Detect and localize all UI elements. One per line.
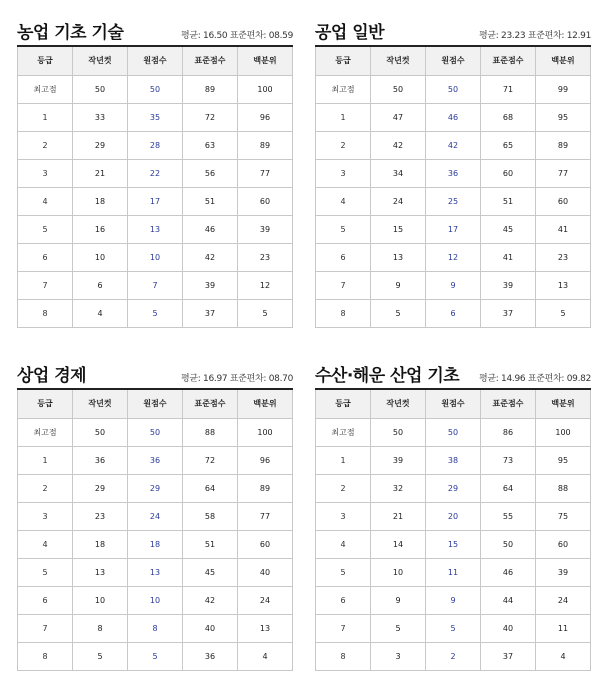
cell-standard-score: 41 xyxy=(481,243,536,271)
cell-last-year-cut: 4 xyxy=(73,299,128,327)
cell-grade: 8 xyxy=(18,299,73,327)
cell-grade: 최고점 xyxy=(316,418,371,446)
table-row xyxy=(316,75,591,103)
cell-last-year-cut: 23 xyxy=(73,502,128,530)
cell-raw-score: 36 xyxy=(426,159,481,187)
cell-standard-score: 51 xyxy=(481,187,536,215)
cell-raw-score: 20 xyxy=(426,502,481,530)
cell-last-year-cut: 5 xyxy=(371,614,426,642)
cell-grade: 1 xyxy=(18,446,73,474)
cell-last-year-cut: 5 xyxy=(371,299,426,327)
cell-percentile: 77 xyxy=(536,159,591,187)
cell-grade: 2 xyxy=(18,131,73,159)
cell-grade: 7 xyxy=(18,271,73,299)
cell-standard-score: 64 xyxy=(481,474,536,502)
cell-raw-score: 13 xyxy=(128,558,183,586)
table-header-row xyxy=(316,46,591,75)
cell-grade: 1 xyxy=(18,103,73,131)
cell-last-year-cut: 42 xyxy=(371,131,426,159)
table-row xyxy=(316,271,591,299)
cell-grade: 7 xyxy=(316,614,371,642)
cell-raw-score: 15 xyxy=(426,530,481,558)
cell-grade: 8 xyxy=(316,299,371,327)
cell-percentile: 13 xyxy=(536,271,591,299)
cell-standard-score: 37 xyxy=(481,642,536,670)
cell-grade: 1 xyxy=(316,103,371,131)
cell-grade: 3 xyxy=(18,502,73,530)
cell-last-year-cut: 13 xyxy=(371,243,426,271)
cell-raw-score: 6 xyxy=(426,299,481,327)
cell-last-year-cut: 21 xyxy=(73,159,128,187)
cell-grade: 4 xyxy=(18,187,73,215)
cell-percentile: 5 xyxy=(238,299,293,327)
cell-grade: 4 xyxy=(316,530,371,558)
cell-standard-score: 60 xyxy=(481,159,536,187)
cell-raw-score: 2 xyxy=(426,642,481,670)
table-row xyxy=(316,474,591,502)
table-row xyxy=(316,131,591,159)
section-agriculture xyxy=(17,15,293,328)
cell-standard-score: 44 xyxy=(481,586,536,614)
cell-last-year-cut: 18 xyxy=(73,187,128,215)
cell-standard-score: 40 xyxy=(481,614,536,642)
column-header-standard-score: 표준점수 xyxy=(183,46,238,75)
section-title: 공업 일반 xyxy=(315,23,385,43)
cell-percentile: 60 xyxy=(536,530,591,558)
column-header-grade: 등급 xyxy=(316,46,371,75)
cell-percentile: 24 xyxy=(536,586,591,614)
cell-last-year-cut: 5 xyxy=(73,642,128,670)
cell-last-year-cut: 9 xyxy=(371,586,426,614)
column-header-raw-score: 원점수 xyxy=(128,389,183,418)
column-header-raw-score: 원점수 xyxy=(128,46,183,75)
cell-last-year-cut: 50 xyxy=(371,418,426,446)
cell-raw-score: 35 xyxy=(128,103,183,131)
cell-standard-score: 42 xyxy=(183,586,238,614)
table-row xyxy=(316,558,591,586)
cell-raw-score: 8 xyxy=(128,614,183,642)
cell-raw-score: 50 xyxy=(426,418,481,446)
cell-raw-score: 9 xyxy=(426,586,481,614)
cell-percentile: 96 xyxy=(238,103,293,131)
cell-raw-score: 38 xyxy=(426,446,481,474)
cell-standard-score: 39 xyxy=(481,271,536,299)
cell-percentile: 39 xyxy=(536,558,591,586)
cell-percentile: 40 xyxy=(238,558,293,586)
cell-percentile: 95 xyxy=(536,446,591,474)
section-title: 농업 기초 기술 xyxy=(17,23,124,43)
cell-grade: 6 xyxy=(316,586,371,614)
table-header-row xyxy=(18,46,293,75)
cell-standard-score: 55 xyxy=(481,502,536,530)
mean-stddev-stats: 평균: 16.50 표준편차: 08.59 xyxy=(180,31,293,41)
table-row xyxy=(18,187,293,215)
cell-percentile: 39 xyxy=(238,215,293,243)
cell-standard-score: 63 xyxy=(183,131,238,159)
cell-standard-score: 73 xyxy=(481,446,536,474)
cell-standard-score: 39 xyxy=(183,271,238,299)
section-title: 수산·해운 산업 기초 xyxy=(315,366,460,386)
column-header-last-year-cut: 작년컷 xyxy=(73,389,128,418)
column-header-last-year-cut: 작년컷 xyxy=(73,46,128,75)
table-row xyxy=(316,446,591,474)
section-fisheries xyxy=(315,358,591,671)
cell-standard-score: 50 xyxy=(481,530,536,558)
table-row xyxy=(18,131,293,159)
grade-cut-table xyxy=(315,45,591,328)
cell-last-year-cut: 3 xyxy=(371,642,426,670)
cell-percentile: 60 xyxy=(536,187,591,215)
cell-standard-score: 72 xyxy=(183,446,238,474)
cell-percentile: 24 xyxy=(238,586,293,614)
cell-percentile: 12 xyxy=(238,271,293,299)
grade-cut-table xyxy=(17,388,293,671)
cell-grade: 4 xyxy=(18,530,73,558)
cell-standard-score: 45 xyxy=(183,558,238,586)
section-header xyxy=(17,15,293,45)
cell-raw-score: 17 xyxy=(128,187,183,215)
table-row xyxy=(316,614,591,642)
cell-raw-score: 18 xyxy=(128,530,183,558)
table-row xyxy=(18,558,293,586)
cell-raw-score: 50 xyxy=(426,75,481,103)
cell-last-year-cut: 10 xyxy=(371,558,426,586)
cell-percentile: 96 xyxy=(238,446,293,474)
cell-grade: 6 xyxy=(18,243,73,271)
table-row xyxy=(18,502,293,530)
column-header-percentile: 백분위 xyxy=(238,389,293,418)
cell-last-year-cut: 39 xyxy=(371,446,426,474)
table-row xyxy=(18,474,293,502)
cell-percentile: 100 xyxy=(238,418,293,446)
column-header-last-year-cut: 작년컷 xyxy=(371,389,426,418)
cell-last-year-cut: 50 xyxy=(371,75,426,103)
cell-last-year-cut: 50 xyxy=(73,418,128,446)
section-header xyxy=(17,358,293,388)
cell-grade: 최고점 xyxy=(18,75,73,103)
cell-raw-score: 25 xyxy=(426,187,481,215)
cell-percentile: 100 xyxy=(536,418,591,446)
mean-stddev-stats: 평균: 16.97 표준편차: 08.70 xyxy=(180,374,293,384)
table-row xyxy=(18,159,293,187)
cell-grade: 2 xyxy=(18,474,73,502)
cell-last-year-cut: 9 xyxy=(371,271,426,299)
table-row xyxy=(316,187,591,215)
cell-percentile: 60 xyxy=(238,187,293,215)
cell-last-year-cut: 32 xyxy=(371,474,426,502)
cell-grade: 7 xyxy=(316,271,371,299)
cell-percentile: 11 xyxy=(536,614,591,642)
cell-raw-score: 5 xyxy=(128,642,183,670)
cell-grade: 최고점 xyxy=(316,75,371,103)
section-header xyxy=(315,15,591,45)
cell-raw-score: 29 xyxy=(128,474,183,502)
cell-grade: 2 xyxy=(316,131,371,159)
column-header-grade: 등급 xyxy=(18,389,73,418)
cell-standard-score: 37 xyxy=(183,299,238,327)
cell-percentile: 89 xyxy=(238,131,293,159)
cell-standard-score: 71 xyxy=(481,75,536,103)
cell-grade: 8 xyxy=(316,642,371,670)
table-header-row xyxy=(316,389,591,418)
cell-percentile: 100 xyxy=(238,75,293,103)
cell-grade: 3 xyxy=(316,502,371,530)
table-row xyxy=(18,243,293,271)
table-row xyxy=(316,418,591,446)
cell-raw-score: 24 xyxy=(128,502,183,530)
cell-standard-score: 36 xyxy=(183,642,238,670)
table-row xyxy=(316,159,591,187)
column-header-standard-score: 표준점수 xyxy=(183,389,238,418)
cell-last-year-cut: 50 xyxy=(73,75,128,103)
cell-percentile: 89 xyxy=(238,474,293,502)
cell-standard-score: 51 xyxy=(183,187,238,215)
cell-percentile: 4 xyxy=(536,642,591,670)
cell-last-year-cut: 21 xyxy=(371,502,426,530)
column-header-standard-score: 표준점수 xyxy=(481,46,536,75)
table-row xyxy=(18,299,293,327)
cell-percentile: 23 xyxy=(238,243,293,271)
cell-grade: 1 xyxy=(316,446,371,474)
cell-raw-score: 7 xyxy=(128,271,183,299)
cell-standard-score: 46 xyxy=(183,215,238,243)
cell-percentile: 41 xyxy=(536,215,591,243)
cell-standard-score: 37 xyxy=(481,299,536,327)
cell-raw-score: 29 xyxy=(426,474,481,502)
cell-last-year-cut: 10 xyxy=(73,586,128,614)
column-header-standard-score: 표준점수 xyxy=(481,389,536,418)
cell-percentile: 95 xyxy=(536,103,591,131)
cell-grade: 5 xyxy=(316,558,371,586)
column-header-percentile: 백분위 xyxy=(536,46,591,75)
cell-raw-score: 28 xyxy=(128,131,183,159)
cell-standard-score: 64 xyxy=(183,474,238,502)
cell-raw-score: 10 xyxy=(128,243,183,271)
cell-standard-score: 56 xyxy=(183,159,238,187)
table-row xyxy=(18,103,293,131)
table-row xyxy=(18,75,293,103)
table-header-row xyxy=(18,389,293,418)
cell-grade: 7 xyxy=(18,614,73,642)
cell-raw-score: 9 xyxy=(426,271,481,299)
cell-standard-score: 40 xyxy=(183,614,238,642)
cell-percentile: 89 xyxy=(536,131,591,159)
cell-last-year-cut: 29 xyxy=(73,131,128,159)
cell-raw-score: 22 xyxy=(128,159,183,187)
cell-raw-score: 17 xyxy=(426,215,481,243)
table-row xyxy=(316,642,591,670)
cell-last-year-cut: 18 xyxy=(73,530,128,558)
cell-grade: 5 xyxy=(316,215,371,243)
cell-last-year-cut: 6 xyxy=(73,271,128,299)
cell-grade: 6 xyxy=(18,586,73,614)
table-row xyxy=(18,271,293,299)
cell-last-year-cut: 16 xyxy=(73,215,128,243)
table-row xyxy=(316,215,591,243)
cell-raw-score: 50 xyxy=(128,75,183,103)
cell-raw-score: 12 xyxy=(426,243,481,271)
column-header-grade: 등급 xyxy=(18,46,73,75)
cell-grade: 5 xyxy=(18,215,73,243)
table-row xyxy=(18,642,293,670)
cell-raw-score: 13 xyxy=(128,215,183,243)
cell-percentile: 5 xyxy=(536,299,591,327)
table-row xyxy=(18,614,293,642)
cell-last-year-cut: 36 xyxy=(73,446,128,474)
cell-raw-score: 46 xyxy=(426,103,481,131)
cell-grade: 8 xyxy=(18,642,73,670)
cell-percentile: 88 xyxy=(536,474,591,502)
column-header-raw-score: 원점수 xyxy=(426,46,481,75)
cell-standard-score: 65 xyxy=(481,131,536,159)
cell-standard-score: 68 xyxy=(481,103,536,131)
table-row xyxy=(18,530,293,558)
cell-last-year-cut: 15 xyxy=(371,215,426,243)
cell-percentile: 60 xyxy=(238,530,293,558)
section-commerce xyxy=(17,358,293,671)
table-row xyxy=(18,418,293,446)
table-row xyxy=(18,215,293,243)
grade-cut-table xyxy=(17,45,293,328)
table-row xyxy=(316,502,591,530)
cell-standard-score: 86 xyxy=(481,418,536,446)
cell-percentile: 4 xyxy=(238,642,293,670)
cell-last-year-cut: 14 xyxy=(371,530,426,558)
cell-raw-score: 50 xyxy=(128,418,183,446)
cell-standard-score: 88 xyxy=(183,418,238,446)
cell-standard-score: 58 xyxy=(183,502,238,530)
section-industry xyxy=(315,15,591,328)
cell-last-year-cut: 13 xyxy=(73,558,128,586)
cell-raw-score: 36 xyxy=(128,446,183,474)
cell-standard-score: 89 xyxy=(183,75,238,103)
grade-cut-table xyxy=(315,388,591,671)
cell-standard-score: 46 xyxy=(481,558,536,586)
cell-grade: 3 xyxy=(18,159,73,187)
table-row xyxy=(316,243,591,271)
cell-last-year-cut: 10 xyxy=(73,243,128,271)
cell-raw-score: 42 xyxy=(426,131,481,159)
column-header-percentile: 백분위 xyxy=(536,389,591,418)
cell-grade: 5 xyxy=(18,558,73,586)
section-header xyxy=(315,358,591,388)
cell-percentile: 77 xyxy=(238,159,293,187)
column-header-raw-score: 원점수 xyxy=(426,389,481,418)
table-row xyxy=(18,446,293,474)
cell-raw-score: 10 xyxy=(128,586,183,614)
cell-percentile: 77 xyxy=(238,502,293,530)
cell-standard-score: 45 xyxy=(481,215,536,243)
cell-grade: 6 xyxy=(316,243,371,271)
cell-percentile: 75 xyxy=(536,502,591,530)
cell-standard-score: 51 xyxy=(183,530,238,558)
mean-stddev-stats: 평균: 23.23 표준편차: 12.91 xyxy=(478,31,591,41)
cell-grade: 3 xyxy=(316,159,371,187)
cell-grade: 최고점 xyxy=(18,418,73,446)
table-row xyxy=(316,530,591,558)
cell-standard-score: 42 xyxy=(183,243,238,271)
mean-stddev-stats: 평균: 14.96 표준편차: 09.82 xyxy=(478,374,591,384)
table-row xyxy=(316,299,591,327)
section-title: 상업 경제 xyxy=(17,366,87,386)
cell-percentile: 99 xyxy=(536,75,591,103)
cell-grade: 4 xyxy=(316,187,371,215)
cell-last-year-cut: 33 xyxy=(73,103,128,131)
cell-raw-score: 5 xyxy=(426,614,481,642)
cell-percentile: 23 xyxy=(536,243,591,271)
cell-grade: 2 xyxy=(316,474,371,502)
cell-last-year-cut: 29 xyxy=(73,474,128,502)
cell-last-year-cut: 24 xyxy=(371,187,426,215)
cell-last-year-cut: 47 xyxy=(371,103,426,131)
table-row xyxy=(316,103,591,131)
column-header-last-year-cut: 작년컷 xyxy=(371,46,426,75)
column-header-percentile: 백분위 xyxy=(238,46,293,75)
cell-standard-score: 72 xyxy=(183,103,238,131)
cell-last-year-cut: 34 xyxy=(371,159,426,187)
cell-last-year-cut: 8 xyxy=(73,614,128,642)
table-row xyxy=(316,586,591,614)
column-header-grade: 등급 xyxy=(316,389,371,418)
table-row xyxy=(18,586,293,614)
cell-percentile: 13 xyxy=(238,614,293,642)
cell-raw-score: 5 xyxy=(128,299,183,327)
cell-raw-score: 11 xyxy=(426,558,481,586)
